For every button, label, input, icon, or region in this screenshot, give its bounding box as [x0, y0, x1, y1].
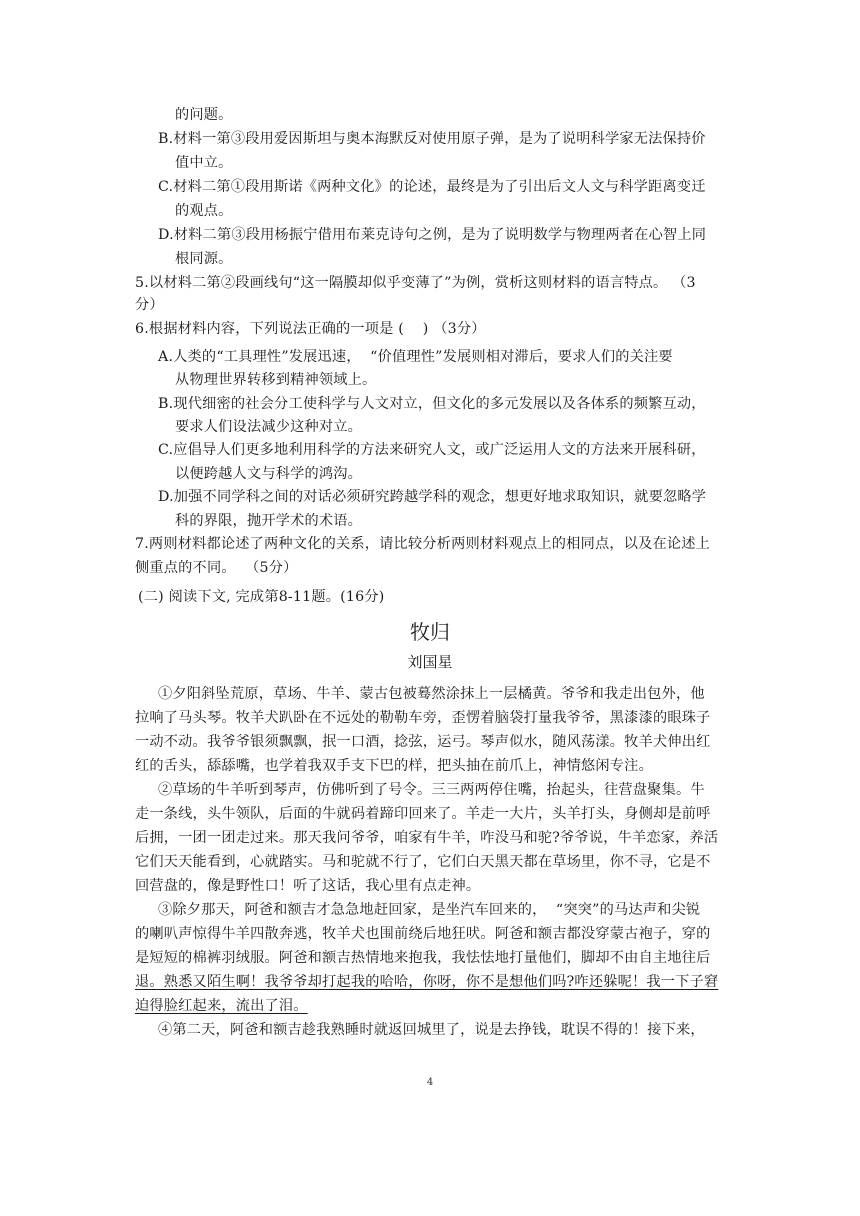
story-title: 牧归 — [410, 620, 450, 644]
option-c-line: C.应倡导人们更多地利用科学的方法来研究人文，或广泛运用人文的方法来开展科研， — [158, 442, 706, 458]
underlined-text-line: 迫得脸红起来，流出了泪。 — [135, 998, 308, 1014]
text-line: 是短短的棉裤羽绒服。阿爸和额吉热情地来抱我，我怯怯地打量他们，脚却不由自主地往后 — [135, 950, 711, 966]
page-number: 4 — [426, 1077, 434, 1088]
text-line: 拉响了马头琴。牧羊犬趴卧在不远处的勒勒车旁，歪愣着脑袋打量我爷爷，黑漆漆的眼珠子 — [135, 710, 711, 726]
text-line: 根同源。 — [175, 251, 233, 267]
question-7: 7.两则材料都论述了两种文化的关系，请比较分析两则材料观点上的相同点，以及在论述上 — [135, 536, 711, 552]
underlined-text-line: 退。熟悉又陌生啊！我爷爷却打起我的哈哈，你呀，你不是想他们吗?咋还躲呢！我一下子窘 — [135, 974, 719, 990]
paragraph-2: ②草场的牛羊听到琴声，仿佛听到了号令。三三两两停住嘴，抬起头，往营盘聚集。牛 — [158, 782, 705, 798]
text-line: 一动不动。我爷爷银须飘飘，抿一口酒，捻弦，运弓。琴声似水，随风荡漾。牧羊犬伸出红 — [135, 734, 711, 750]
option-d-line: D.材料二第③段用杨振宁借用布莱克诗句之例，是为了说明数学与物理两者在心智上同 — [158, 227, 707, 243]
question-6: 6.根据材料内容，下列说法正确的一项是 ( ) （3分） — [135, 321, 486, 337]
question-5: 5.以材料二第②段画线句“这一隔膜却似乎变薄了”为例，赏析这则材料的语言特点。 （3 — [135, 275, 696, 291]
text-line: 科的界限，抛开学术的术语。 — [175, 513, 363, 529]
text-line: 它们天天能看到，心就踏实。马和驼就不行了，它们白天黑天都在草场里，你不寻，它是不 — [135, 854, 711, 870]
text-line: 回营盘的，像是野性口！听了这话，我心里有点走神。 — [135, 878, 481, 894]
text-line: 红的舌头，舔舔嘴，也学着我双手支下巴的样，把头抽在前爪上，神情悠闲专注。 — [135, 758, 653, 774]
text-line: 后拥，一团一团走过来。那天我问爷爷，咱家有牛羊，咋没马和驼?爷爷说，牛羊恋家，养活 — [135, 830, 719, 846]
text-line: 分） — [135, 297, 164, 313]
section-heading: (二) 阅读下文, 完成第8-11题。(16分) — [138, 589, 385, 605]
option-d-line: D.加强不同学科之间的对话必须研究跨越学科的观念，想更好地求取知识，就要忽略学 — [158, 489, 707, 505]
text-line: 从物理世界转移到精神领域上。 — [175, 372, 377, 388]
text-line: 以便跨越人文与科学的鸿沟。 — [175, 466, 363, 482]
text-line: 的喇叭声惊得牛羊四散奔逃，牧羊犬也围前绕后地狂吠。阿爸和额吉都没穿蒙古袍子，穿的 — [135, 926, 711, 942]
option-c-line: C.材料二第①段用斯诺《两种文化》的论述，最终是为了引出后文人文与科学距离变迁 — [158, 179, 706, 195]
text-line: 的问题。 — [175, 107, 233, 123]
text-line: 值中立。 — [175, 155, 233, 171]
paragraph-4: ④第二天，阿爸和额吉趁我熟睡时就返回城里了，说是去挣钱，耽误不得的！接下来， — [158, 1022, 705, 1038]
text-line: 走一条线，头牛领队，后面的牛就码着蹄印回来了。羊走一大片，头羊打头，身侧却是前呼 — [135, 806, 711, 822]
option-b-line: B.材料一第③段用爱因斯坦与奥本海默反对使用原子弹，是为了说明科学家无法保持价 — [158, 131, 706, 147]
paragraph-3: ③除夕那天，阿爸和额吉才急急地赶回家，是坐汽车回来的， “突突”的马达声和尖锐 — [158, 902, 701, 918]
option-a-line: A.人类的“工具理性”发展迅速， “价值理性”发展则相对滞后，要求人们的关注要 — [158, 349, 673, 365]
text-line: 要求人们设法减少这种对立。 — [175, 419, 363, 435]
text-line: 侧重点的不同。 （5分） — [135, 560, 298, 576]
option-b-line: B.现代细密的社会分工使科学与人文对立，但文化的多元发展以及各体系的频繁互动， — [158, 396, 706, 412]
story-author: 刘国星 — [407, 653, 453, 671]
text-line: 的观点。 — [175, 203, 233, 219]
paragraph-1: ①夕阳斜坠荒原，草场、牛羊、蒙古包被蓦然涂抹上一层橘黄。爷爷和我走出包外，他 — [158, 686, 705, 702]
